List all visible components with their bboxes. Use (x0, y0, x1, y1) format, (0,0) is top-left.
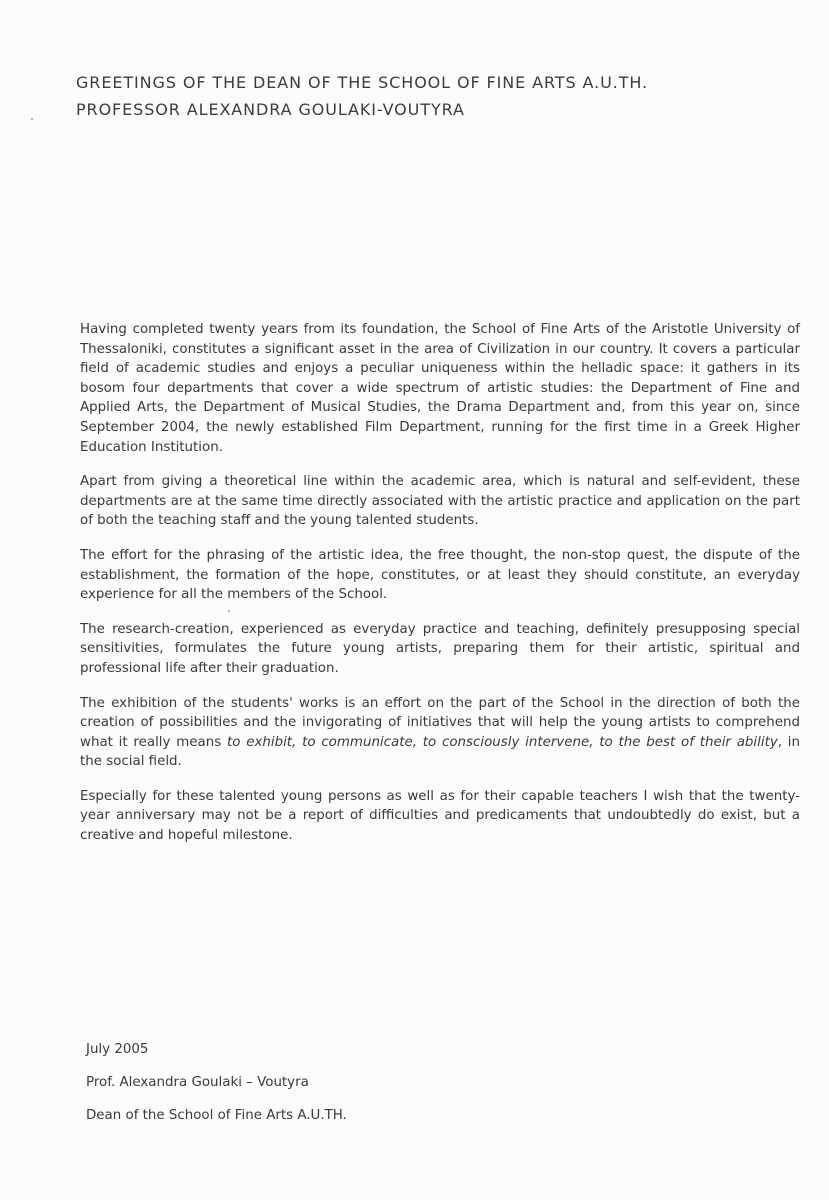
signature-block (86, 1040, 347, 1139)
paper-speck (31, 118, 33, 120)
heading-line-1: GREETINGS OF THE DEAN OF THE SCHOOL OF FINE ARTS A.U.TH. (76, 73, 649, 92)
paragraph-5-start: The exhibition of the students' works is an effort on the part of the School in the direction of both the creation of possibilities and the invigorating of initiatives that will help the young artists to comprehend what it really means (80, 695, 800, 750)
document-heading (76, 69, 736, 123)
heading-line-2: PROFESSOR ALEXANDRA GOULAKI-VOUTYRA (76, 100, 465, 119)
paragraph-5-emphasis: to exhibit, to communicate, to consciously intervene, to the best of their ability (226, 734, 778, 750)
paragraph-6: Especially for these talented young persons as well as for their capable teachers I wish that the twenty-year anniversary may not be a report of difficulties and predicaments that undoubtedly do exist, but a creative and hopeful milestone. (80, 788, 800, 844)
paragraph-5 (80, 694, 800, 772)
letter-body (80, 320, 800, 861)
paragraph-5-end: , in the social field. (80, 734, 800, 770)
paragraph-1: Having completed twenty years from its foundation, the School of Fine Arts of the Aristotle University of Thessaloniki, constitutes a significant asset in the area of Civilization in our country. It covers a particular field of academic studies and enjoys a peculiar uniqueness within the helladic space: it gathers in its bosom four departments that cover a wide spectrum of artistic studies: the Department of Fine and Applied Arts, the Department of Musical Studies, the Drama Department and, from this year on, since September 2004, the newly established Film Department, running for the first time in a Greek Higher Education Institution. (80, 322, 800, 455)
paragraph-2: Apart from giving a theoretical line within the academic area, which is natural and self-evident, these departments are at the same time directly associated with the artistic practice and application on the part of both the teaching staff and the young talented students. (80, 474, 800, 529)
signature-date: July 2005 (86, 1042, 149, 1057)
paragraph-3: The effort for the phrasing of the artistic idea, the free thought, the non-stop quest, the dispute of the establishment, the formation of the hope, constitutes, or at least they should constitute, an everyday experience for all the members of the School. (80, 547, 800, 603)
signature-title: Dean of the School of Fine Arts A.U.TH. (86, 1108, 347, 1123)
signature-name: Prof. Alexandra Goulaki – Voutyra (86, 1075, 309, 1090)
paragraph-4: The research-creation, experienced as everyday practice and teaching, definitely presupposing special sensitivities, formulates the future young artists, preparing them for their artistic, spiritual and professional life after their graduation. (80, 621, 800, 676)
